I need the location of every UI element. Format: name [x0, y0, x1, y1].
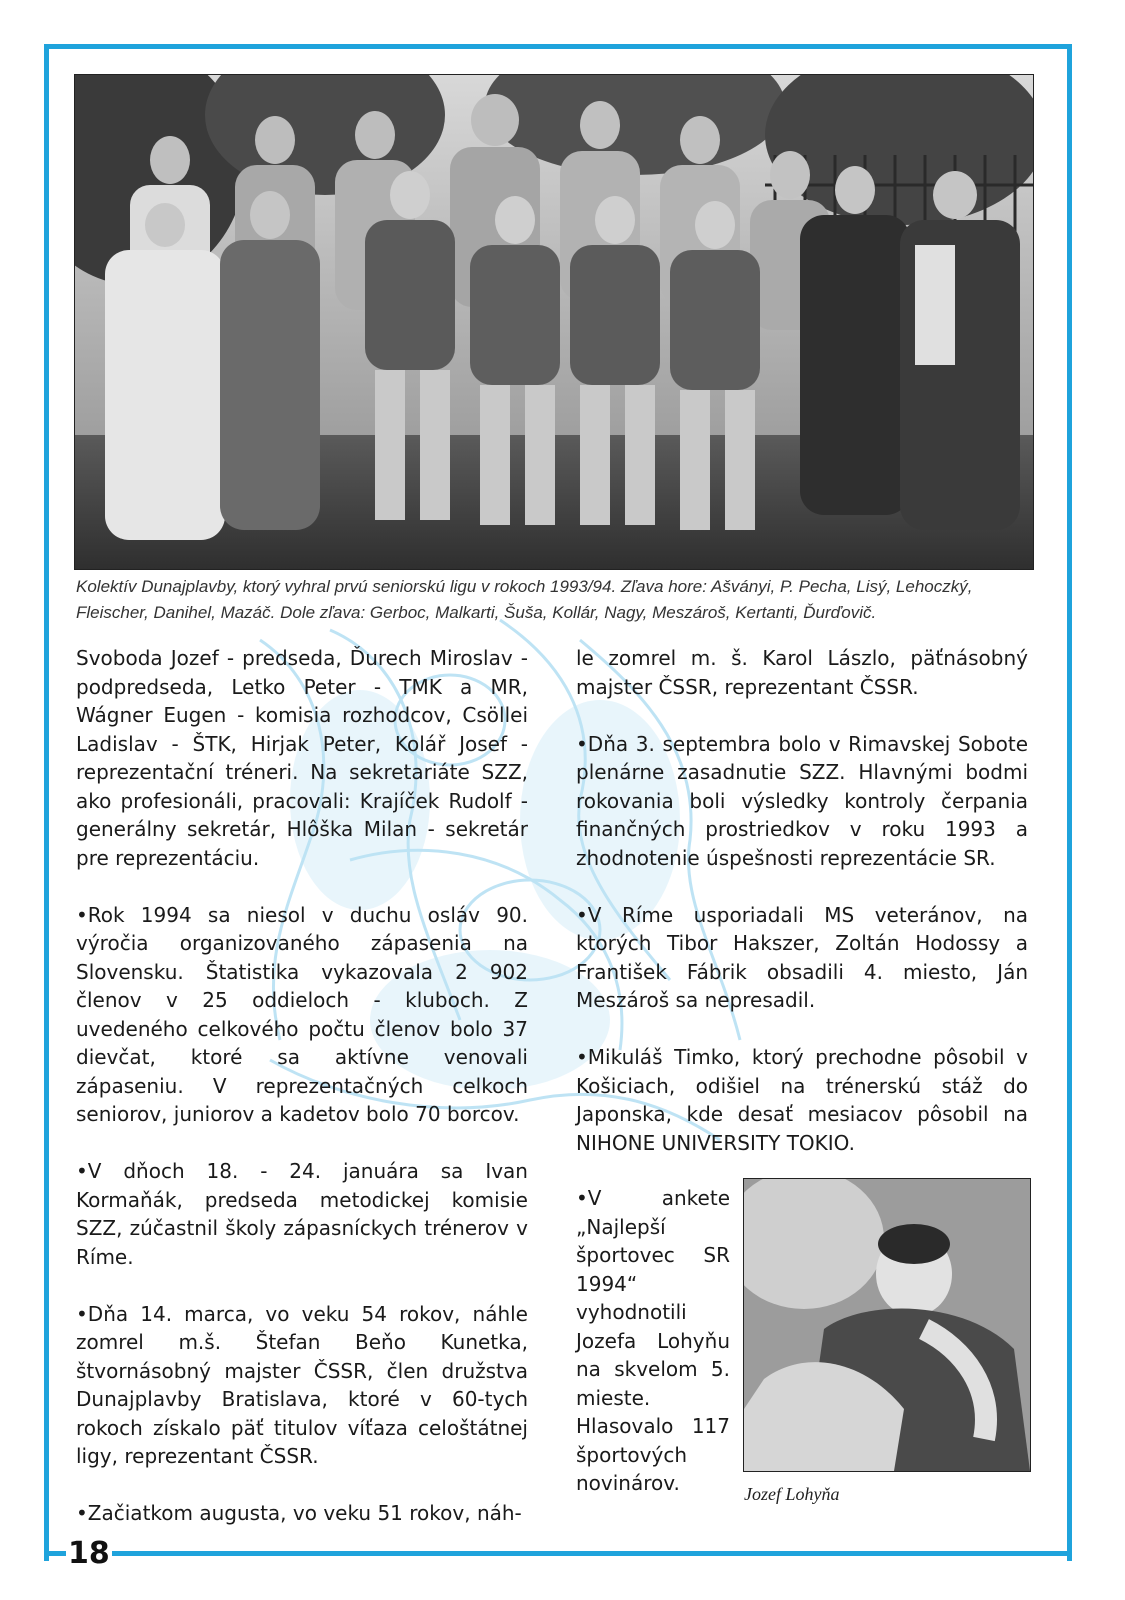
- page-number: 18: [68, 1536, 110, 1571]
- lohyna-photo-caption: Jozef Lohyňa: [744, 1484, 840, 1504]
- left-column: [76, 644, 528, 1556]
- paragraph-veterans-ms: • V Ríme usporiadali MS veteránov, na ktorých Tibor Hakszer, Zoltán Hodossy a František Fábrik obsadili 4. miesto, Ján Meszároš sa nepresadil.: [576, 901, 1028, 1015]
- team-photo-caption: Kolektív Dunajplavby, ktorý vyhral prvú seniorskú ligu v rokoch 1993/94. Zľava hore: Ašványi, P. Pecha, Lisý, Lehoczký, Fleischer, Danihel, Mazáč. Dole zľava: Gerboc, Malkarti, Šuša, Kollár, Nagy, Meszároš, Kertanti, Ďurďovič.: [76, 577, 973, 622]
- frame-bottom-line-left: [44, 1551, 66, 1556]
- right-column: [576, 644, 1028, 1186]
- paragraph-march-obituary: • Dňa 14. marca, vo veku 54 rokov, náhle zomrel m.š. Štefan Beňo Kunetka, štvornásobný majster ČSSR, člen družstva Dunajplavby Bratislava, ktoré v 60-tych rokoch získalo päť titulov víťaza celoštátnej ligy, reprezentant ČSSR.: [76, 1300, 528, 1471]
- paragraph-august-obituary-cont: le zomrel m. š. Karol Lászlo, päťnásobný majster ČSSR, reprezentant ČSSR.: [576, 646, 1028, 699]
- lohyna-photo: [743, 1178, 1031, 1472]
- paragraph-august-obituary: • Začiatkom augusta, vo veku 51 rokov, náh-: [76, 1499, 528, 1528]
- paragraph-1994-anniversary: • Rok 1994 sa niesol v duchu osláv 90. výročia organizovaného zápasenia na Slovensku. Štatistika vykazovala 2 902 členov v 25 oddieloch - kluboch. Z uvedeného celkového počtu členov bolo 37 dievčat, ktoré sa aktívne venovali zápaseniu. V reprezentačných celkoch seniorov, juniorov a kadetov bolo 70 borcov.: [76, 901, 528, 1129]
- paragraph-january-training: • V dňoch 18. - 24. januára sa Ivan Kormaňák, predseda metodickej komisie SZZ, zúčastnil školy zápasníckych trénerov v Ríme.: [76, 1157, 528, 1271]
- paragraph-september-plenary: • Dňa 3. septembra bolo v Rimavskej Sobote plenárne zasadnutie SZZ. Hlavnými bodmi rokovania boli výsledky kontroly čerpania finančných prostriedkov v roku 1993 a zhodnotenie úspešnosti reprezentácie SR.: [576, 730, 1028, 873]
- paragraph-best-athlete-poll: • V ankete „Najlepší športovec SR 1994“ vyhodnotili Jozefa Lohyňu na skvelom 5. mieste. Hlasovalo 117 športových novinárov.: [576, 1184, 730, 1498]
- paragraph-timko-japan: • Mikuláš Timko, ktorý prechodne pôsobil v Košiciach, odišiel na trénerskú stáž do Japonska, kde desať mesiacov pôsobil na NIHONE UNIVERSITY TOKIO.: [576, 1043, 1028, 1157]
- paragraph-committee: Svoboda Jozef - predseda, Ďurech Miroslav - podpredseda, Letko Peter - TMK a MR, Wágner Eugen - komisia rozhodcov, Csöllei Ladislav - ŠTK, Hirjak Peter, Kolář Josef - reprezentační tréneri. Na sekretariáte SZZ, ako profesionáli, pracovali: Krajíček Rudolf - generálny sekretár, Hlôška Milan - sekretár pre reprezentáciu.: [76, 646, 528, 870]
- team-photo: [74, 74, 1034, 570]
